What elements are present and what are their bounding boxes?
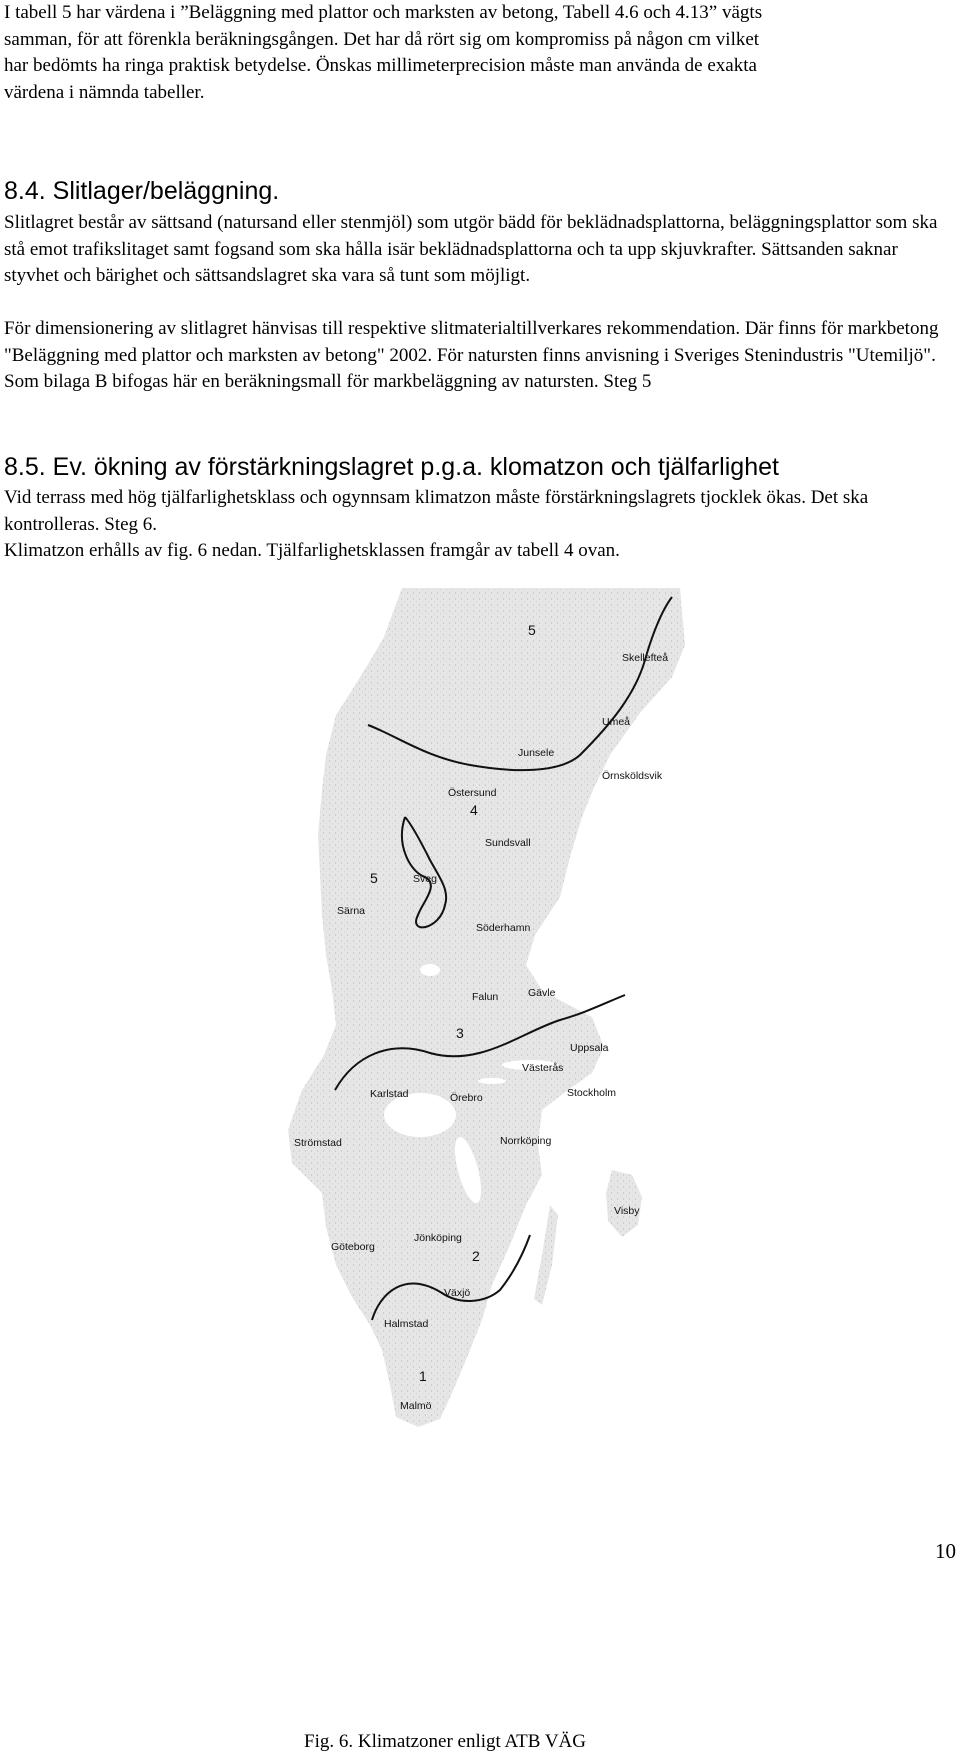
zone-number: 3 — [456, 1025, 464, 1041]
city-label: Östersund — [448, 787, 497, 799]
city-label: Skellefteå — [622, 652, 669, 664]
section-8-4-paragraph-2: För dimensionering av slitlagret hänvisas till respektive slitmaterialtillverkares rekommendation. Där finns för markbetong "Beläggning med plattor och marksten av betong" 2002. För natursten finns anvisning i Sveriges Stenindustris "Utemiljö". Som bilaga B bifogas här en beräkningsmall för markbeläggning av natursten. Steg 5 — [4, 318, 939, 392]
section-8-4-heading: 8.4. Slitlager/beläggning. — [4, 177, 280, 205]
intro-line-4: värdena i nämnda tabeller. — [4, 81, 205, 103]
city-label: Växjö — [444, 1287, 471, 1299]
city-label: Halmstad — [384, 1318, 429, 1330]
zone-number: 5 — [370, 870, 378, 886]
section-8-5-paragraph-2: Klimatzon erhålls av fig. 6 nedan. Tjälfarlighetsklassen framgår av tabell 4 ovan. — [4, 540, 620, 561]
city-label: Göteborg — [331, 1241, 375, 1253]
section-8-5-paragraph-1: Vid terrass med hög tjälfarlighetsklass och ogynnsam klimatzon måste förstärkningslagrets tjocklek ökas. Det ska kontrolleras. Steg 6. — [4, 487, 869, 535]
city-label: Uppsala — [570, 1042, 609, 1054]
sweden-landmass — [288, 588, 685, 1427]
section-8-4-paragraph-1: Slitlagret består av sättsand (natursand eller stenmjöl) som utgör bädd för beklädnadsplattorna, beläggningsplattor som ska stå emot trafikslitaget samt fogsand som ska hålla isär beklädnadsplattorna och ta upp skjuvkrafter. Sättsanden saknar styvhet och bärighet och sättsandslagret ska vara så tunt som möjligt. — [4, 212, 938, 286]
city-label: Sundsvall — [485, 837, 531, 849]
city-label: Jönköping — [414, 1232, 462, 1244]
city-label: Malmö — [400, 1400, 432, 1412]
oland-island — [534, 1205, 558, 1305]
city-label: Sveg — [413, 873, 437, 885]
intro-line-3: har bedömts ha ringa praktisk betydelse. Önskas millimeterprecision måste man använda de exakta — [4, 55, 757, 76]
city-label: Karlstad — [370, 1088, 409, 1100]
lake-siljan — [420, 964, 440, 976]
city-label: Junsele — [518, 747, 555, 759]
city-label: Strömstad — [294, 1137, 342, 1149]
climate-zone-map — [280, 585, 700, 1435]
zone-number: 2 — [472, 1248, 480, 1264]
zone-number: 5 — [528, 622, 536, 638]
intro-line-2: samman, för att förenkla beräkningsgången. Det har då rört sig om kompromiss på någon cm vilket — [4, 28, 760, 50]
city-label: Visby — [614, 1205, 640, 1217]
city-label: Västerås — [522, 1062, 564, 1074]
city-label: Stockholm — [567, 1087, 617, 1099]
city-label: Särna — [337, 905, 366, 917]
city-label: Örnsköldsvik — [602, 770, 663, 782]
city-label: Umeå — [602, 716, 631, 728]
city-label: Falun — [472, 991, 499, 1003]
gotland-island — [606, 1170, 642, 1237]
figure-caption: Fig. 6. Klimatzoner enligt ATB VÄG — [304, 1731, 586, 1752]
lake-hjalmaren — [478, 1078, 506, 1084]
city-label: Norrköping — [500, 1135, 552, 1147]
section-8-5-heading: 8.5. Ev. ökning av förstärkningslagret p.g.a. klomatzon och tjälfarlighet — [4, 453, 779, 481]
zone-number: 1 — [419, 1368, 427, 1384]
city-label: Söderhamn — [476, 922, 531, 934]
city-label: Gävle — [528, 987, 556, 999]
zone-number: 4 — [470, 802, 478, 818]
city-label: Örebro — [450, 1092, 483, 1104]
intro-line-1: I tabell 5 har värdena i ”Beläggning med plattor och marksten av betong, Tabell 4.6 och 4.13” vägts — [4, 2, 763, 23]
page-number: 10 — [935, 1539, 956, 1563]
